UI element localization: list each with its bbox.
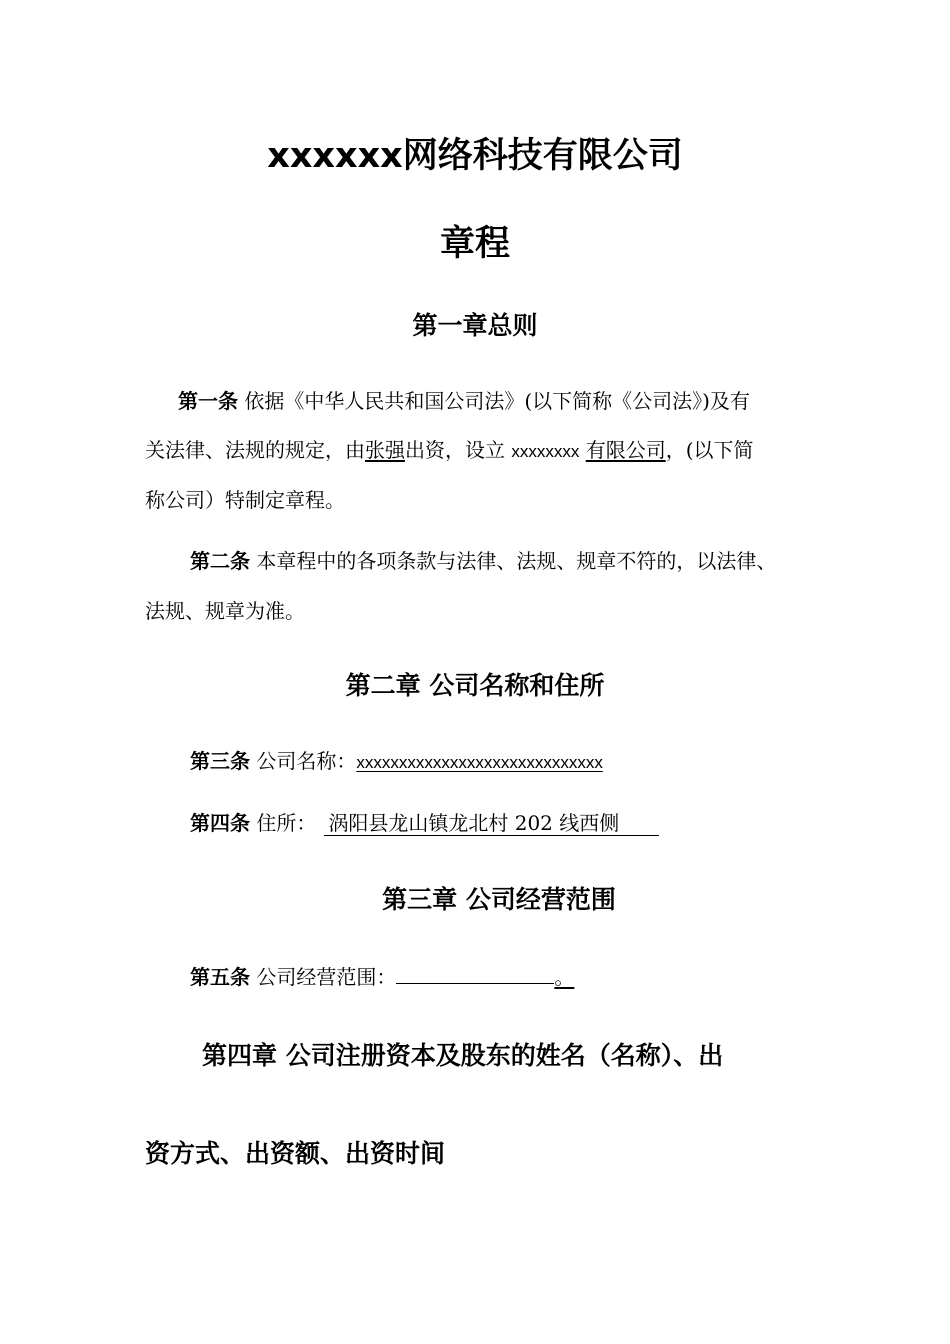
article2-text-1: 本章程中的各项条款与法律、法规、规章不符的，以法律、 [256, 549, 777, 573]
company-name-value: xxxxxxxxxxxxxxxxxxxxxxxxxxxxx [356, 753, 603, 772]
chapter1-heading: 第一章总则 [412, 311, 538, 340]
chapter3-heading: 第三章 公司经营范围 [382, 885, 616, 914]
chapter4-heading-line1: 第四章 公司注册资本及股东的姓名（名称）、出 [202, 1041, 724, 1070]
article3-line [190, 748, 603, 776]
investor-name: 张强 [365, 438, 405, 462]
article4-text: 住所： [256, 811, 317, 835]
article2-line1 [190, 548, 776, 574]
charter-title: 章程 [439, 224, 510, 264]
article1-text-1: 依据《中华人民共和国公司法》(以下简称《公司法》)及有 [244, 389, 750, 413]
article1-text-2b: 出资，设立 [405, 438, 505, 462]
article2-label: 第二条 [190, 549, 250, 573]
article5-text: 公司经营范围： [256, 965, 397, 989]
company-type: 有限公司 [585, 438, 666, 462]
article5-line [190, 964, 574, 990]
article5-end: 。 [554, 965, 575, 989]
business-scope-blank [396, 965, 554, 984]
article3-text: 公司名称： [256, 749, 357, 773]
address-value: 涡阳县龙山镇龙北村 202 线西侧 [324, 811, 659, 836]
article4-label: 第四条 [190, 811, 250, 835]
chapter4-heading-line2: 资方式、出资额、出资时间 [145, 1139, 446, 1168]
article5-label: 第五条 [190, 965, 250, 989]
article2-line2: 法规、规章为准。 [145, 599, 305, 623]
chapter2-heading: 第二章 公司名称和住所 [345, 671, 605, 700]
company-placeholder: xxxxxxxx [511, 442, 580, 461]
article1-text-2a: 关法律、法规的规定，由 [145, 438, 365, 462]
article3-label: 第三条 [190, 749, 250, 773]
article1-label: 第一条 [178, 389, 238, 413]
article1-line3: 称公司）特制定章程。 [145, 488, 345, 512]
company-title: xxxxxx网络科技有限公司 [267, 136, 683, 176]
article1-text-2c: ，(以下简 [665, 438, 754, 462]
article4-line [190, 810, 659, 836]
article1-line1 [178, 388, 750, 414]
article1-line2 [145, 437, 754, 465]
